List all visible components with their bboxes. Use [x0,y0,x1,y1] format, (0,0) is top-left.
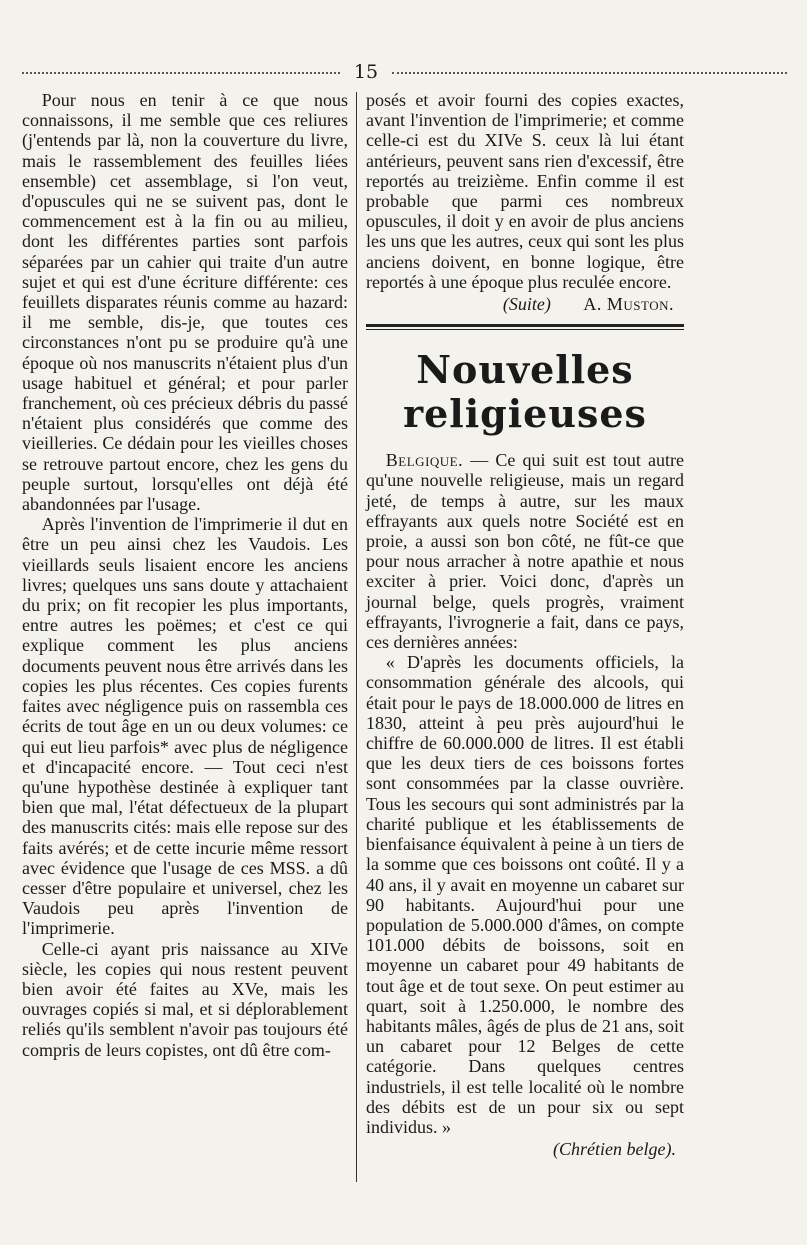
continuation-note: (Suite) [502,294,551,315]
paragraph: Après l'invention de l'imprimerie il dut en être un peu ainsi chez les Vaudois. Les vieillards seuls lisaient encore les anciens livres; quelques uns sans doute y attachaient du prix; on fit recopier les plus importants, entre autres les poëmes; et c'est ce qui explique comment les plus anciens documents peuvent nous être arrivés dans les copies les plus récentes. Ces copies furents faites avec négligence puis on rassembla ces écrits de tout âge en un ou deux volumes: ce qui eut lieu parfois* avec plus de négligence et d'incapacité encore. — Tout ceci n'est qu'une hypothèse destinée à expliquer tant bien que mal, l'état défectueux de la plupart des manuscrits cités: mais elle repose sur des faits avérés; et de cette incurie même ressort avec évidence que l'usage de ces MSS. a dû cesser d'être populaire et universel, chez les Vaudois peu après l'invention de l'imprimerie. [22,514,348,939]
country-label: Belgique. [385,450,464,471]
header-rule-right [392,72,787,74]
paragraph: Pour nous en tenir à ce que nous connaissons, il me semble que ces reliures (j'entends par là, non la couverture du livre, mais le rassemblement des feuilles liées ensemble) cet assemblage, si l'on veut, d'opuscules qui ne se suivent pas, dont le commencement est à la fin ou au milieu, dont les différentes parties sont parfois séparées par un cahier qui traite d'un autre sujet et qui est d'une écriture différente: ces feuillets disparates réunis comme au hazard: il me semble, dis-je, que toutes ces circonstances n'ont pu se produire qu'à une époque où nos manuscrits n'étaient plus d'un usage habituel et général; et pour parler franchement, où ces précieux débris du passé n'étaient plus considérés que comme des vieilleries. Ce dédain pour les vieilles choses se retrouve partout encore, chez les gens du peuple surtout, lorsqu'elles ont déjà été abandonnées par l'usage. [22,90,348,515]
left-column [22,90,348,1060]
quote-paragraph: « D'après les documents officiels, la consommation générale des alcools, qui était pour le pays de 18.000.000 de litres en 1830, atteint à peu près aujourd'hui le chiffre de 60.000.000 de litres. Il est établi que les deux tiers de ces boissons fortes sont consommées par la classe ouvrière. Tous les secours qui sont administrés par la charité publique et les établissements de bienfaisance équivalent à peine à un tiers de la somme que ces boissons ont coûté. Il y a 40 ans, il y avait en moyenne un cabaret sur 90 habitants. Aujourd'hui pour une population de 5.000.000 d'âmes, on compte 101.000 débits de boissons, soit en moyenne un cabaret pour 49 habitants de tout âge et de tout sexe. On peut estimer au quart, soit à 1.250.000, le nombre des habitants mâles, âgés de plus de 21 ans, soit un cabaret pour 12 Belges de cette catégorie. Dans quelques centres industriels, il est telle localité où le nombre des débits est de un pour six ou sept individus. » [366,652,684,1137]
header-rule-left [22,72,340,74]
paragraph: Celle-ci ayant pris naissance au XIVe siècle, les copies qui nous restent peuvent bien avoir été faites au XVe, mais les ouvrages copiés si mal, et si déplorablement reliés qu'ils semblent n'avoir pas toujours été compris de leurs copistes, ont dû être com- [22,938,348,1060]
source-citation: (Chrétien belge). [553,1139,676,1160]
page-number: 15 [353,61,379,83]
news-paragraph [366,450,684,652]
column-divider [356,92,357,1182]
news-text: — Ce qui suit est tout autre qu'une nouvelle religieuse, mais un regard jeté, de temps à autre, sur les maux effrayants aux quels notre Société est en proie, a aussi son bon côté, ne fût-ce que pour nous arracher à notre apathie et nous exciter à prier. Voici donc, d'après un journal belge, quels progrès, vraiment effrayants, l'ivrognerie a fait, dans ce pays, ces dernières années: [366,450,684,653]
section-title: Nouvelles religieuses [403,347,647,437]
article-signature [366,294,684,314]
section-separator [366,324,684,330]
right-column [366,90,684,1159]
author-name: A. Muston. [583,294,674,315]
page-header [22,60,787,84]
continued-paragraph: posés et avoir fourni des copies exactes, avant l'invention de l'imprimerie; et comme celle-ci est du XIVe S. ceux là lui étant antérieurs, peuvent sans rien d'excessif, être reportés au treizième. Enfin comme il est probable que parmi ces nombreux opuscules, il doit y en avoir de plus anciens les uns que les autres, ceux qui sont les plus anciens doivent, en bonne logique, être reportés à une époque plus reculée encore. [366,90,684,292]
